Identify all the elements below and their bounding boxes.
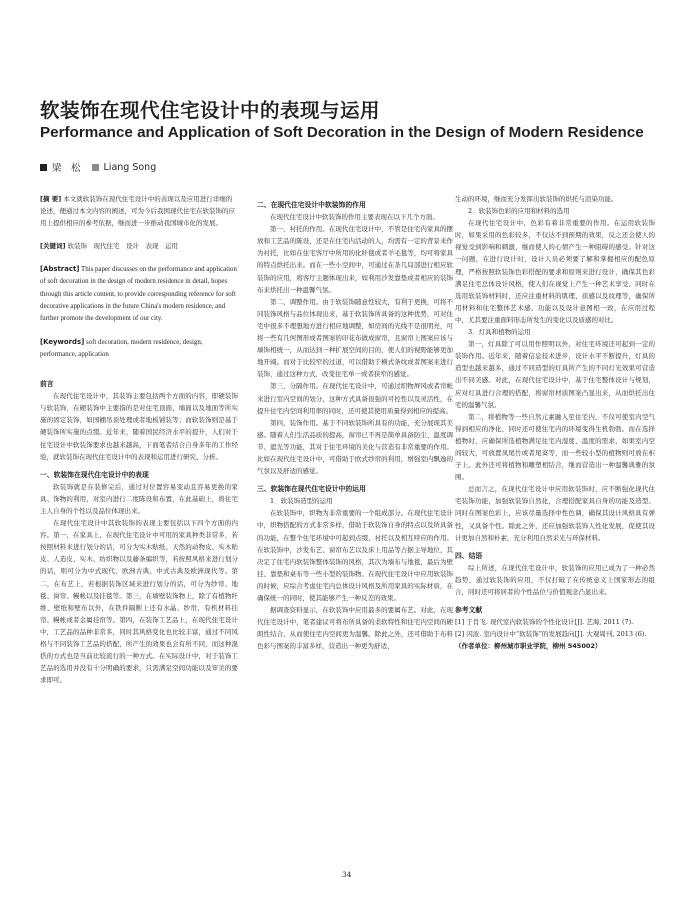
abstract-en-label: [Abstract] — [40, 265, 80, 274]
column-right — [455, 193, 655, 652]
paragraph: 第二，将植物等一些自然元素融入至住宅内，不仅可使室内空气得到相应的净化，同时还可使住宅内的环境变得生机勃勃。而在选择植物时，应确保所选植物满足住宅内湿度、温度的需求，如果室内空间较大，可放置凤尾竹或者尾葵等，而一些较小型的植物则可放在柜子上。此外还可将植物和雕塑相结合，继而营造出一种温馨典雅的氛围。 — [455, 412, 655, 482]
paragraph: 总而言之，在现代住宅设计中应用软装饰时，应不断强化现代住宅装饰功能，加强软装饰自然化，合理搭配家具自身的功能及造型。同时在图案色彩上，应该尽量选择中性色调，确保其设计风格具有弹性，又具备个性。除此之外，还应加强软装饰人性化发展，促使其设计更加自然和朴素，充分利用自然采光与环保材料。 — [455, 485, 655, 542]
subsection-heading: 2．软装饰色彩的应用和材料的选用 — [468, 207, 570, 216]
section-heading-3: 三、软装饰在现代住宅设计中的运用 — [257, 485, 366, 494]
paragraph: 第三，分隔作用。在现代住宅设计中，可通过织物屏风或者帘帐来进行室内空间的划分，这种方式具备很强的可控性以及灵活性，在提升住宅内空间利用率的同时，还可使其使用质量得到相应的提高。 — [257, 382, 453, 415]
paragraph: 据调查资料显示，在软装饰中应用最多的要属布艺。对此，在现代住宅设计中，笔者建议可将布所具备的柔软特性和住宅内空间的硬朗性结合，从而使住宅内空间更为温馨。除此之外，还可借助于布料色彩与图案的丰富多样，营造出一种更为舒适、 — [257, 606, 453, 651]
abstract-cn — [40, 193, 238, 229]
keywords-en — [40, 336, 238, 361]
abstract-en-text: This paper discusses on the performance and application of soft decoration in the design of modern residence in detail, hopes through this article content, to provide corresponding reference for soft decorative applications in the future China's modern residence, and further promote the development of our city. — [40, 266, 237, 322]
paragraph: 第一，衬托的作用。在现代住宅设计中，不管是住宅内家具的摆放和工艺品的陈设，还是在住宅内活动的人，均需有一定的背景来作为衬托，比如在住宅客厅中所用的化纤毯或者羊毛毯等，均可将家具的特点烘托出来。而在一些小空间中，可通过在茶几局部进行相应软装饰的应用，将客厅主题体现出来，如利用沙发靠垫或者相应的装饰布来烘托出一种温馨气氛。 — [257, 225, 453, 294]
paragraph: 软装饰就是在装修完后，通过对位置容易变动且容易更换的家具、饰物的利用，对室内进行二度陈设和布置，在此基础上，将住宅主人自身的个性以及品位体现出来。 — [40, 482, 238, 515]
subsection-heading: 1．软装饰造型的运用 — [270, 497, 333, 506]
keywords-cn — [40, 240, 238, 252]
references-heading: 参考文献 — [455, 606, 483, 615]
column-middle — [257, 193, 453, 652]
abstract-label: [摘 要] — [40, 195, 62, 203]
author-line — [40, 160, 156, 174]
paragraph: 在现代住宅设计中软装饰的作用主要表现在以下几个方面。 — [270, 213, 439, 222]
paragraph: 综上所述，在现代住宅设计中，软装饰的应用已成为了一种必然趋势，通过软装饰的应用，不仅打破了在传统意义上国家形态的组合，同时还可将居者的个性品位与价值观念凸显出来。 — [455, 563, 655, 596]
author-name-en: Liang Song — [103, 161, 157, 173]
keywords-en-text: soft decoration, modern residence, design, performance, application — [40, 338, 203, 358]
abstract-en — [40, 263, 238, 324]
paragraph: 在软装饰中，织物为非常重要的一个组成部分。在现代住宅设计中，织物搭配的方式非常多样，借助于软装饰自身的特点以及所具备的功能，在整个住宅环境中可起到点缀、衬托以及相互呼应的作用。在软装饰中，沙发布艺、窗帘布艺以及床上用品等占据主导地位，其决定了住宅内软装饰整体装饰的风格，其次为墙布与地毯，最后为壁挂、靠垫和桌布等一些小型的装饰物。在现代住宅设计中应用软装饰的时候，应综合考虑住宅内总体设计风格及所用家具的实际材质，在确保统一的同时，使其能够产生一种反差的效果。 — [257, 509, 453, 602]
keywords-label: [关键词] — [40, 242, 66, 251]
paragraph: 在现代住宅设计中，色彩有着非常重要的作用。在运用软装饰时，如果采用的色彩较多，不仅达不到预期的效果，反之还会使人的视觉受到影响和刺激，继而使人的心情产生一种阻碍的感受。针对这一问题，在进行设计时，设计人员必须要了解和掌握相应的配色原理，严格按照软装饰色彩搭配的要求和原则来进行设计，确保其色彩满足住宅总体设计风格，使人们在视觉上产生一种艺术享受。同时在选用软装饰材料时，还应注重材料的肌理、质感以及纹理等，确保所用材料和住宅整体艺术感、功能以及设计意图相一致，在应用过程中，尤其要注重面料形态所发生的变化以及质感的对比。 — [455, 219, 655, 324]
article-title-en: Performance and Application of Soft Decoration in the Design of Modern Residence — [40, 124, 644, 141]
paragraph: 第二，调整作用。由于软装饰随意性较大，有利于更换，可将不同装饰风格与品位体现出来，基于软装饰所具备的这种优势，可对住宅中很多不理想地方进行相应地调整，如房间的光线不是很明亮，可将一些有几何图形或者图案的印花布做成窗帘，且窗帘上图案应该与墙饰相统一，从而达到一种扩展空间的目的，使人们的视野能够更加地开阔。而对于比较窄的过道，可以借助于横式条纹或者图案来进行装饰，通过这种方式，改变住宅单一或者狭窄的感觉。 — [257, 297, 453, 379]
square-bullet-icon — [40, 164, 47, 171]
keywords-en-label: [Keywords] — [40, 337, 85, 346]
paragraph: 生动的环境，继而充分发挥出软装饰的烘托与渲染功能。 — [455, 195, 618, 203]
square-bullet-icon — [92, 164, 99, 171]
reference-item: [1] 于肖飞. 现代室内软装饰的个性化设计[J]. 艺海, 2011 (7). — [455, 618, 634, 627]
page-number: 34 — [342, 870, 352, 879]
abstract-text: 本文就软装饰在现代住宅设计中的表现以及应用进行详细的论述，便通过本文内容的阐述，可为今后我国现代住宅在软装饰的应用上提供相应的参考依据，继而进一步推动我国城市化的发展。 — [40, 195, 235, 228]
paragraph: 在现代住宅设计中其软装饰的表现主要包括以下四个方面的内容。第一，在家具上，在现代住宅设计中可用的家具种类非常多，若按照材料来进行划分的话，可分为实木贴纸、天然的动物皮、实木贴皮、人造皮、实木、纺织物以及藤条编织等，若按照风格来进行划分的话，则可分为中式现代、欧洲古典、中式古典及欧洲现代等。第二，在布艺上，若根据装饰区域来进行划分的话，可分为纱帘、地毯、窗帘、幔帐以及挂毯等。第三，在墙壁装饰物上，除了有植物纤维、壁纸和壁布以外，在铁件隔断上还有水晶、纱帘、有机材料挂帘、幔帐或者金属挂帘等。第四，在装饰工艺品上，在现代住宅设计中，工艺品的品种非常多，同时其风格变化也比较丰富，通过不同风格与不同装饰工艺品的搭配，所产生的效果也会有所不同，而这种混搭的方式也是当前比较流行的一种方式。在实际设计中，对于装饰工艺品的选用并没有十分明确的要求，只需满足空间功能以及审美的要求即可。 — [40, 519, 238, 685]
paragraph: 在现代住宅设计中，其装饰主要包括两个方面的内容，即硬装饰与软装饰，在硬装饰中主要指的是对住宅顶面、墙面以及地面等所实施的固定装饰，如国棚吊顶处理或者地板铺装等；而软装饰则是基于硬装饰所实施的点缀。近年来，随着国民经济水平的提升，人们对于住宅设计中软装饰要求也越来越高，下面笔者结合自身多年的工作经验，就软装饰在现代住宅设计中的表现和运用进行研究、分析。 — [40, 392, 238, 461]
paragraph: 第四，装饰作用。基于不同软装饰所具有的功能，充分展现其美感。随着人们生活品质的提高，窗帘已不再是简单具备防尘、温度调节、遮光等功能，其对于住宅环境的美化与营造有非常重要的作用。比如在现代住宅设计中，可借助于欧式纱帘的利用，增强室内飘逸的气氛以及舒适的感觉。 — [257, 418, 453, 476]
section-heading-preface: 前言 — [40, 380, 54, 389]
author-name-cn: 梁 松 — [52, 163, 81, 174]
paragraph: 第一，灯具除了可以用作照明以外，对住宅环境还可起到一定的装饰作用。近年来，随着信息技术进步，设计水平不断提升，灯具的造型也越来越多，通过不同造型的灯具所产生的不同灯光效果可营造出不同美感。对此，在现代住宅设计中，基于住宅整体设计与规划，应对灯具进行合理的搭配，将窗帘材质图案凸显出来，从而烘托出住宅的温馨气氛。 — [455, 340, 655, 409]
reference-item: [2] 闪波. 室内设计中“软装饰”的发展趋向[J]. 大观周刊, 2013 (6). — [455, 630, 647, 639]
keywords-text: 软装饰 现代住宅 设计 表现 运用 — [67, 242, 179, 251]
author-affiliation: （作者单位：柳州城市职业学院，柳州 545002） — [455, 642, 602, 651]
section-heading-1: 一、软装饰在现代住宅设计中的表现 — [40, 470, 149, 479]
article-title-cn: 软装饰在现代住宅设计中的表现与运用 — [40, 99, 381, 122]
section-heading-4: 四、结语 — [455, 551, 483, 560]
column-left — [40, 193, 238, 686]
subsection-heading: 3．灯具和植物的运用 — [468, 328, 531, 337]
section-heading-2: 二、在现代住宅设计中软装饰的作用 — [257, 201, 366, 209]
